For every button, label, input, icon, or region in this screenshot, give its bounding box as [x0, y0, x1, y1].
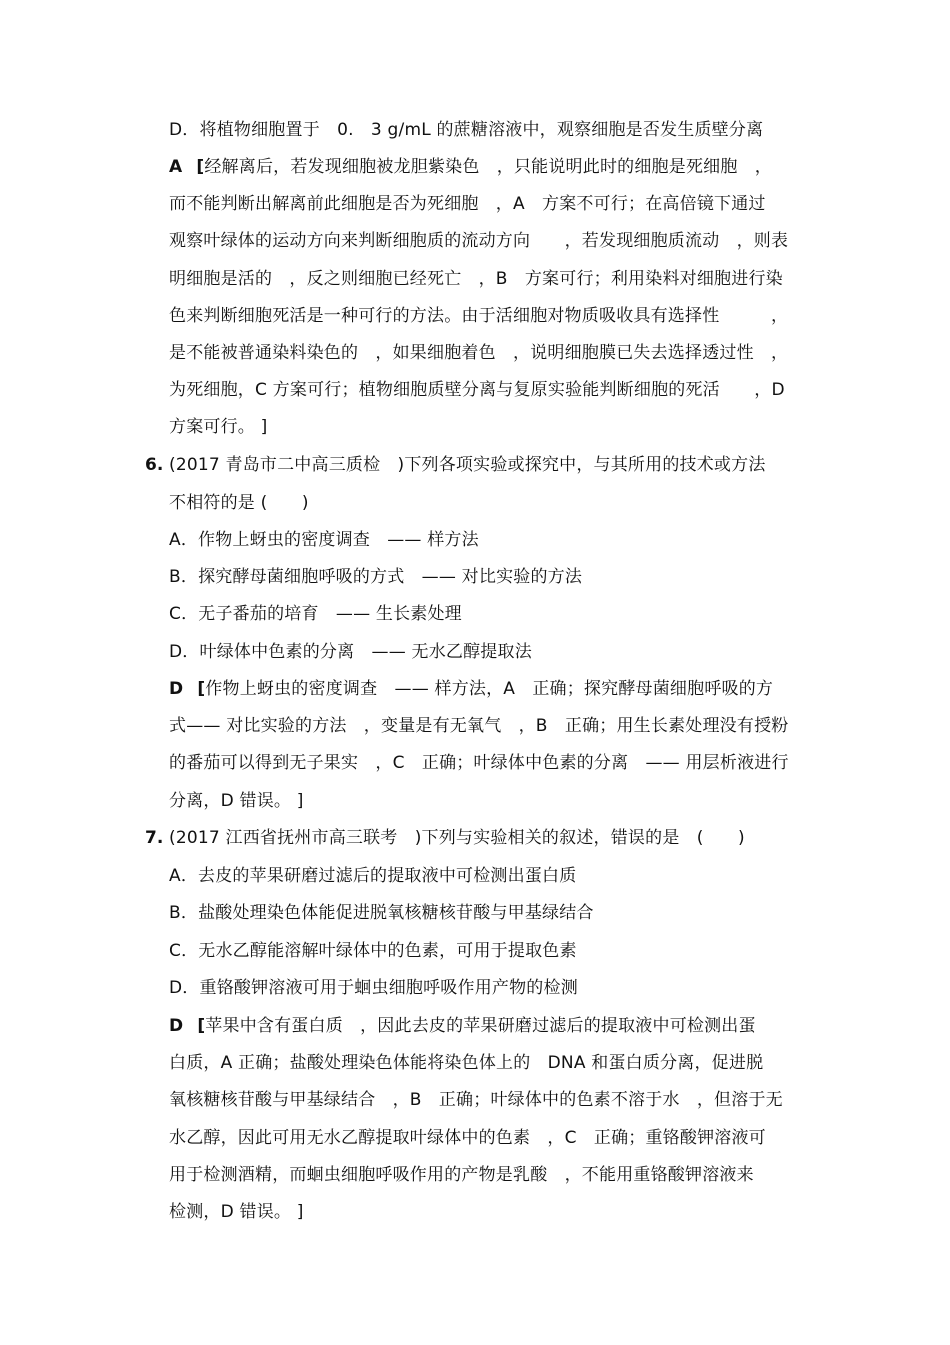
q6-number: 6.	[145, 455, 164, 475]
q5-explanation-line-8: 方案可行。 ]	[169, 417, 268, 437]
q5-explanation-line-5: 色来判断细胞死活是一种可行的方法。由于活细胞对物质吸收具有选择性 ，	[169, 306, 789, 326]
q6-stem-line-2: 不相符的是 ( )	[169, 493, 309, 513]
q5-explanation-line-3: 观察叶绿体的运动方向来判断细胞质的流动方向 ，若发现细胞质流动 ，则表	[169, 231, 789, 251]
q5-explanation-line-4: 明细胞是活的 ，反之则细胞已经死亡 ，B 方案可行；利用染料对细胞进行染	[169, 269, 783, 289]
q7-option-b: B．盐酸处理染色体能促进脱氧核糖核苷酸与甲基绿结合	[169, 903, 594, 923]
q7-explanation-line-6: 检测，D 错误。 ]	[169, 1202, 304, 1222]
q5-explanation-line-7: 为死细胞，C 方案可行；植物细胞质壁分离与复原实验能判断细胞的死活 ，D	[169, 380, 785, 400]
q6-explanation-line-4: 分离，D 错误。 ]	[169, 791, 304, 811]
q7-option-d: D．重铬酸钾溶液可用于蛔虫细胞呼吸作用产物的检测	[169, 978, 578, 998]
open-bracket: [	[197, 1016, 206, 1036]
q7-explanation-line-2: 白质，A 正确；盐酸处理染色体能将染色体上的 DNA 和蛋白质分离，促进脱	[169, 1053, 764, 1073]
q7-stem-line-1: (2017 江西省抚州市高三联考 )下列与实验相关的叙述，错误的是 ( )	[169, 828, 745, 848]
q6-explanation-line-1: D [作物上蚜虫的密度调查 —— 样方法，A 正确；探究酵母菌细胞呼吸的方	[169, 679, 774, 699]
q7-explanation-line-1: D [苹果中含有蛋白质 ，因此去皮的苹果研磨过滤后的提取液中可检测出蛋	[169, 1016, 756, 1036]
q5-explanation-line-1: A [经解离后，若发现细胞被龙胆紫染色 ，只能说明此时的细胞是死细胞 ，	[169, 157, 772, 177]
open-bracket: [	[197, 679, 206, 699]
q6-option-d: D．叶绿体中色素的分离 —— 无水乙醇提取法	[169, 642, 532, 662]
q7-answer: D	[169, 1016, 184, 1036]
q5-option-d: D．将植物细胞置于 0. 3 g/mL 的蔗糖溶液中，观察细胞是否发生质壁分离	[169, 120, 764, 140]
q7-option-a: A．去皮的苹果研磨过滤后的提取液中可检测出蛋白质	[169, 866, 577, 886]
q7-explanation-line-4: 水乙醇，因此可用无水乙醇提取叶绿体中的色素 ，C 正确；重铬酸钾溶液可	[169, 1128, 766, 1148]
q6-option-a: A．作物上蚜虫的密度调查 —— 样方法	[169, 530, 479, 550]
q7-explanation-line-3: 氧核糖核苷酸与甲基绿结合 ，B 正确；叶绿体中的色素不溶于水 ，但溶于无	[169, 1090, 783, 1110]
q6-explanation-line-3: 的番茄可以得到无子果实 ，C 正确；叶绿体中色素的分离 —— 用层析液进行	[169, 753, 789, 773]
q7-explanation-line-5: 用于检测酒精，而蛔虫细胞呼吸作用的产物是乳酸 ，不能用重铬酸钾溶液来	[169, 1165, 754, 1185]
q5-explanation-line-6: 是不能被普通染料染色的 ，如果细胞着色 ，说明细胞膜已失去选择透过性 ，	[169, 343, 789, 363]
q5-explanation-line-2: 而不能判断出解离前此细胞是否为死细胞 ，A 方案不可行；在高倍镜下通过	[169, 194, 766, 214]
q6-answer: D	[169, 679, 184, 699]
q5-answer: A	[169, 157, 183, 177]
q6-explanation-line-2: 式—— 对比实验的方法 ，变量是有无氧气 ，B 正确；用生长素处理没有授粉	[169, 716, 789, 736]
q6-option-c: C．无子番茄的培育 —— 生长素处理	[169, 604, 462, 624]
q7-number: 7.	[145, 828, 164, 848]
q7-option-c: C．无水乙醇能溶解叶绿体中的色素，可用于提取色素	[169, 941, 577, 961]
open-bracket: [	[196, 157, 205, 177]
q6-stem-line-1: (2017 青岛市二中高三质检 )下列各项实验或探究中，与其所用的技术或方法	[169, 455, 766, 475]
q6-option-b: B．探究酵母菌细胞呼吸的方式 —— 对比实验的方法	[169, 567, 583, 587]
